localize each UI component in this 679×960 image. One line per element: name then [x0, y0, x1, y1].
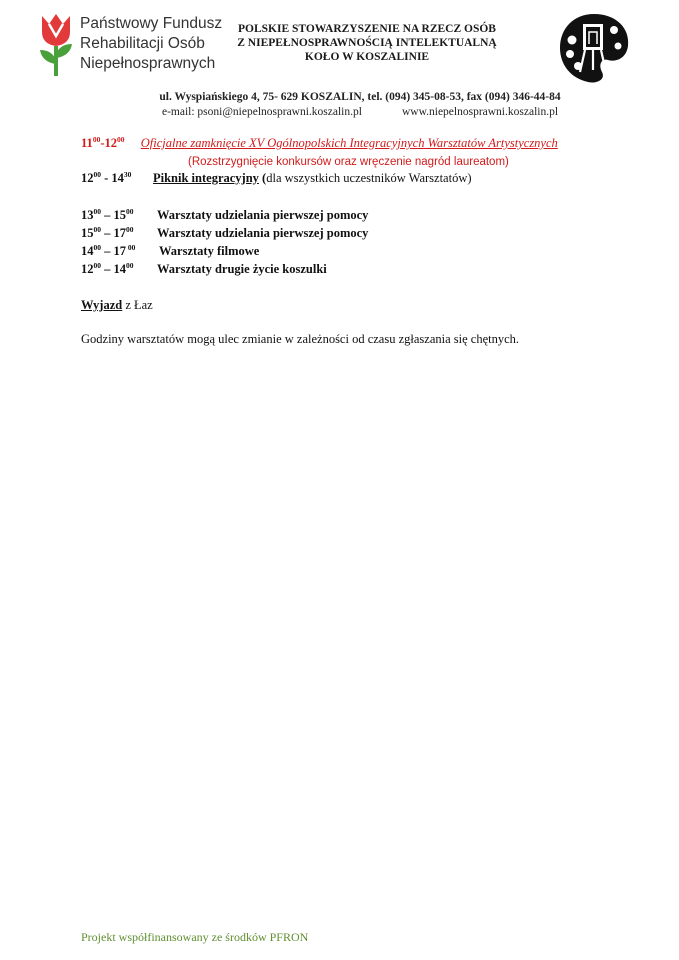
workshop-item	[81, 261, 327, 277]
departure-line	[81, 297, 153, 313]
workshop-title: Warsztaty udzielania pierwszej pomocy	[157, 208, 369, 222]
street-address: ul. Wyspiańskiego 4, 75- 629 KOSZALIN, tel. (094) 345-08-53, fax (094) 346-44-84	[159, 91, 561, 103]
opening-title: Oficjalne zamknięcie XV Ogólnopolskich Integracyjnych Warsztatów Artystycznych	[140, 136, 558, 150]
schedule-change-note: Godziny warsztatów mogą ulec zmianie w zależności od czasu zgłaszania się chętnych.	[81, 332, 520, 346]
opening-note: (Rozstrzygnięcie konkursów oraz wręczenie nagród laureatom)	[188, 156, 509, 168]
workshop-title: Warsztaty udzielania pierwszej pomocy	[157, 226, 369, 240]
association-name	[214, 22, 520, 64]
website-address: www.niepelnosprawni.koszalin.pl	[401, 106, 559, 118]
association-line-1: POLSKIE STOWARZYSZENIE NA RZECZ OSÓB	[238, 23, 496, 35]
workshop-item	[81, 225, 368, 241]
workshop-title: Warsztaty drugie życie koszulki	[157, 262, 327, 276]
picnic-description: dla wszystkich uczestników Warsztatów)	[266, 171, 472, 185]
association-line-2: Z NIEPEŁNOSPRAWNOŚCIĄ INTELEKTUALNĄ	[237, 37, 497, 49]
opening-note-row	[188, 153, 509, 170]
pfron-logo	[36, 12, 223, 82]
picnic-time: $12^{00} - 14^{30}$	[81, 170, 132, 185]
address-block	[110, 90, 610, 120]
email-address: e-mail: psoni@niepelnosprawni.koszalin.pl	[161, 106, 362, 118]
tulip-logo-icon	[36, 12, 78, 78]
pfron-name-line-1: Państwowy Fundusz	[80, 15, 223, 32]
departure-place: z Łaz	[125, 298, 153, 312]
association-line-3: KOŁO W KOSZALINIE	[304, 51, 430, 63]
palette-easel-logo-icon	[556, 10, 632, 86]
contact-line	[110, 105, 610, 120]
departure-label: Wyjazd	[81, 298, 123, 312]
workshop-time: $15^{00} - 17^{00}$	[81, 225, 134, 240]
workshop-time: $12^{00} - 14^{00}$	[81, 261, 134, 276]
workshop-item	[81, 207, 368, 223]
pfron-name-line-3: Niepełnosprawnych	[80, 55, 216, 72]
picnic-paren: (	[258, 171, 267, 185]
picnic-title: Piknik integracyjny	[153, 171, 259, 185]
workshop-title: Warsztaty filmowe	[159, 244, 260, 258]
workshop-item	[81, 243, 259, 259]
opening-time: $11^{00}-12^{00}$	[81, 135, 125, 150]
schedule-opening	[81, 135, 558, 151]
footer-funding-note: Projekt współfinansowany ze środków PFRON	[81, 930, 309, 944]
schedule-picnic	[81, 170, 472, 186]
workshop-time: $14^{00} - 17$ $^{00}$	[81, 243, 136, 258]
pfron-name	[80, 14, 222, 74]
workshop-time: $13^{00} - 15^{00}$	[81, 207, 134, 222]
pfron-name-line-2: Rehabilitacji Osób	[80, 35, 205, 52]
